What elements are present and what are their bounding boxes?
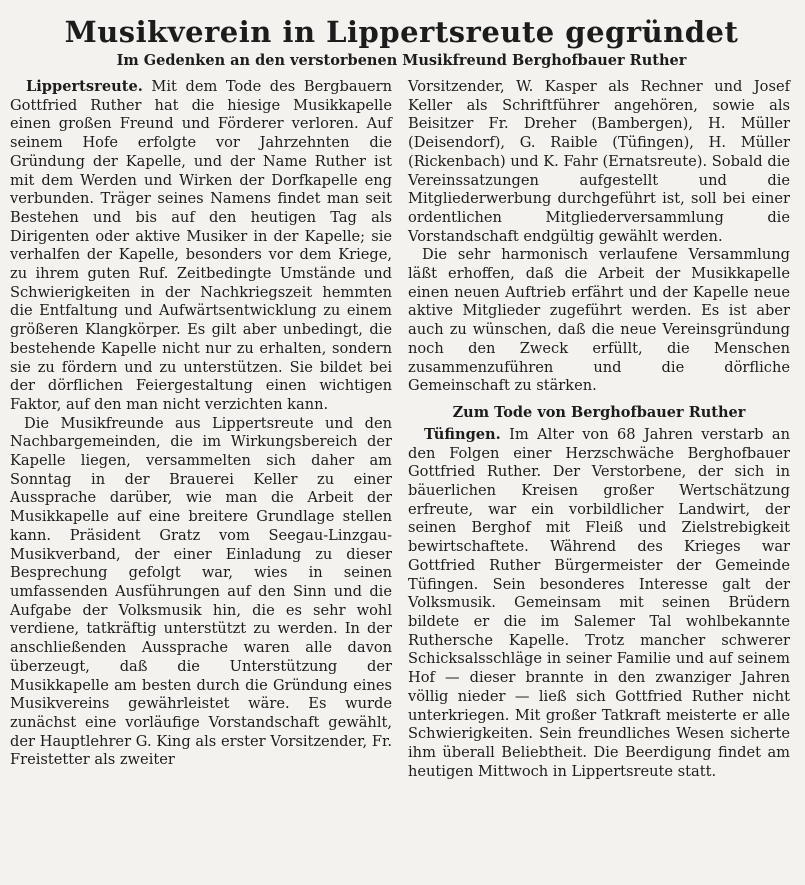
- left-paragraph-1-text: Mit dem Tode des Bergbauern Gottfried Ruther hat die hiesige Musikkapelle einen großen Freund und Förderer verloren. Auf seinem Hofe erfolgte vor Jahrzehnten die Gründung der Kapelle, und der Name Ruther ist mit dem Werden und Wirken der Dorfkapelle eng verbunden. Träger seines Namens findet man seit Bestehen und bis auf den heutigen Tag als Dirigenten oder aktive Musiker in der Kapelle; sie verhalfen der Kapelle, besonders vor dem Kriege, zu ihrem guten Ruf. Zeitbedingte Umstände und Schwierigkeiten in der Nachkriegszeit hemmten die Entfaltung und Aufwärtsentwicklung zu einem größeren Klangkörper. Es gilt aber unbedingt, die bestehende Kapelle nicht nur zu erhalten, sondern sie zu fördern und zu unterstützen. Sie bildet bei der dörflichen Feiergestaltung einen wichtigen Faktor, auf den man nicht verzichten kann.: [10, 78, 392, 413]
- right-paragraph-3: [408, 426, 790, 781]
- article-columns: [10, 78, 793, 781]
- obituary-title: Zum Tode von Berghofbauer Ruther: [452, 403, 746, 421]
- right-column: [408, 78, 790, 781]
- left-column: [10, 78, 392, 781]
- right-paragraph-1: Vorsitzender, W. Kasper als Rechner und Josef Keller als Schriftführer angehören, sowie als Beisitzer Fr. Dreher (Bambergen), H. Müller (Deisendorf), G. Raible (Tüfingen), H. Müller (Rickenbach) und K. Fahr (Ernatsreute). Sobald die Vereinssatzungen aufgestellt und die Mitgliederwerbung durchgeführt ist, soll bei einer ordentlichen Mitgliederversammlung die Vorstandschaft endgültig gewählt werden.: [408, 78, 790, 245]
- headline: Musikverein in Lippertsreute gegründet: [64, 15, 739, 49]
- left-paragraph-1: [10, 78, 392, 415]
- right-paragraph-3-text: Im Alter von 68 Jahren verstarb an den Folgen einer Herzschwäche Berghofbauer Gottfried Ruther. Der Verstorbene, der sich in bäuerlichen Kreisen großer Wertschätzung erfreute, war ein vorbildlicher Landwirt, der seinen Berghof mit Fleiß und Zielstrebigkeit bewirtschaftete. Während des Krieges war Gottfried Ruther Bürgermeister der Gemeinde Tüfingen. Sein besonderes Interesse galt der Volksmusik. Gemeinsam mit seinen Brüdern bildete er die im Salemer Tal wohlbekannte Ruthersche Kapelle. Trotz mancher schwerer Schicksalsschläge in seiner Familie und auf seinem Hof — dieser brannte in den zwanziger Jahren völlig nieder — ließ sich Gottfried Ruther nicht unterkriegen. Mit großer Tatkraft meisterte er alle Schwierigkeiten. Sein freundliches Wesen sicherte ihm überall Beliebtheit. Die Beerdigung findet am heutigen Mittwoch in Lippertsreute statt.: [408, 425, 790, 780]
- dateline-tuefingen: Tüfingen.: [424, 425, 501, 443]
- right-paragraph-2: Die sehr harmonisch verlaufene Versammlung läßt erhoffen, daß die Arbeit der Musikkapelle einen neuen Auftrieb erfährt und der Kapelle neue aktive Mitglieder zugeführt werden. Es ist aber auch zu wünschen, daß die neue Vereinsgründung noch den Zweck erfüllt, die Menschen zusammenzuführen und die dörfliche Gemeinschaft zu stärken.: [408, 246, 790, 395]
- left-paragraph-2: Die Musikfreunde aus Lippertsreute und den Nachbargemeinden, die im Wirkungsbereich der Kapelle liegen, versammelten sich daher am Sonntag in der Brauerei Keller zu einer Aussprache darüber, wie man die Arbeit der Musikkapelle auf eine breitere Grundlage stellen kann. Präsident Gratz vom Seegau-Linzgau-Musikverband, der einer Einladung zu dieser Besprechung gefolgt war, wies in seinen umfassenden Ausführungen auf den Sinn und die Aufgabe der Volksmusik hin, die es sehr wohl verdiene, tatkräftig unterstützt zu werden. In der anschließenden Aussprache waren alle davon überzeugt, daß die Unterstützung der Musikkapelle am besten durch die Gründung eines Musikvereins gewährleistet wäre. Es wurde zunächst eine vorläufige Vorstandschaft gewählt, der Hauptlehrer G. King als erster Vorsitzender, Fr. Freistetter als zweiter: [10, 414, 392, 769]
- subheadline: Im Gedenken an den verstorbenen Musikfreund Berghofbauer Ruther: [116, 52, 687, 69]
- dateline-lippertsreute: Lippertsreute.: [26, 78, 143, 95]
